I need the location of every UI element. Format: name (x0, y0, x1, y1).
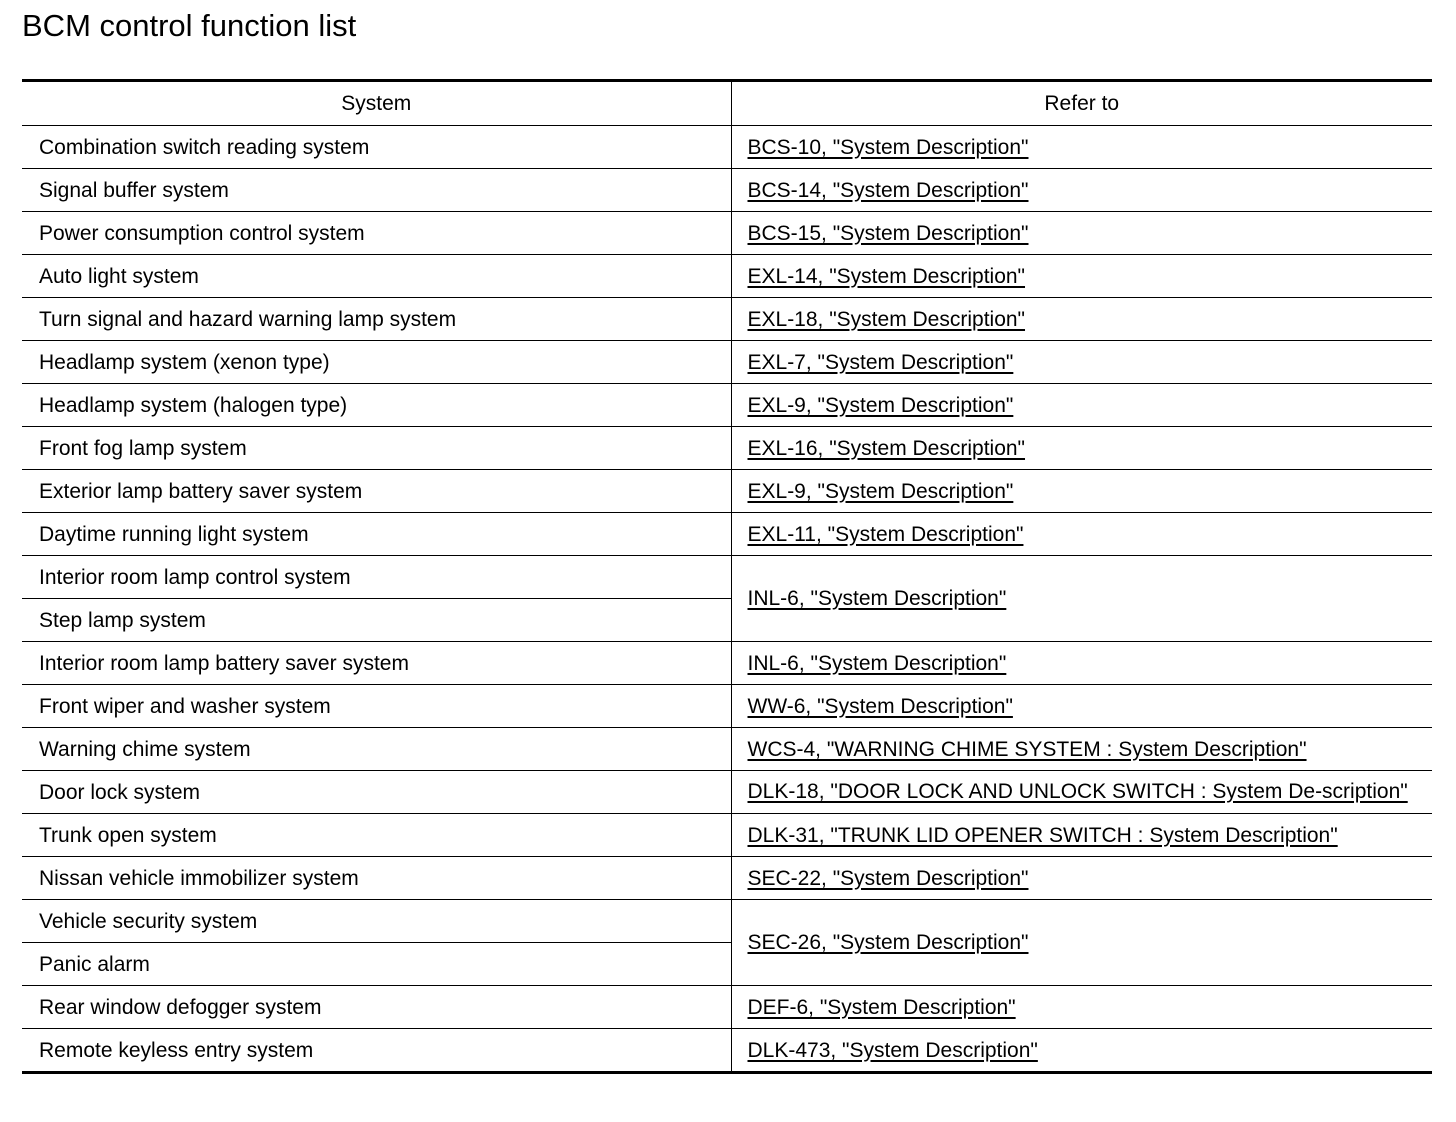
system-cell: Front fog lamp system (22, 427, 731, 470)
reference-link[interactable]: EXL-9, "System Description" (747, 393, 1014, 417)
table-row (22, 341, 1432, 384)
refer-to-cell (731, 642, 1432, 685)
refer-to-cell (731, 814, 1432, 857)
system-cell: Auto light system (22, 255, 731, 298)
table-row (22, 384, 1432, 427)
refer-to-cell (731, 169, 1432, 212)
system-cell: Front wiper and washer system (22, 685, 731, 728)
refer-to-cell (731, 384, 1432, 427)
system-cell: Interior room lamp control system (22, 556, 731, 599)
table-row (22, 1029, 1432, 1073)
refer-to-cell (731, 470, 1432, 513)
refer-to-cell (731, 298, 1432, 341)
reference-link[interactable]: EXL-14, "System Description" (747, 264, 1026, 288)
system-cell: Exterior lamp battery saver system (22, 470, 731, 513)
reference-link[interactable]: SEC-22, "System Description" (747, 866, 1029, 890)
table-row (22, 298, 1432, 341)
table-row (22, 255, 1432, 298)
system-cell: Trunk open system (22, 814, 731, 857)
table-row (22, 900, 1432, 943)
system-cell: Turn signal and hazard warning lamp system (22, 298, 731, 341)
refer-to-cell (731, 900, 1432, 986)
reference-link[interactable]: EXL-18, "System Description" (747, 307, 1026, 331)
table-row (22, 470, 1432, 513)
table-row (22, 126, 1432, 169)
reference-link[interactable]: WCS-4, "WARNING CHIME SYSTEM : System Description" (747, 737, 1307, 761)
column-header-system: System (22, 81, 731, 126)
system-cell: Power consumption control system (22, 212, 731, 255)
table-header-row (22, 81, 1432, 126)
reference-link[interactable]: BCS-14, "System Description" (747, 178, 1029, 202)
system-cell: Headlamp system (halogen type) (22, 384, 731, 427)
refer-to-cell (731, 341, 1432, 384)
system-cell: Signal buffer system (22, 169, 731, 212)
reference-link[interactable]: EXL-16, "System Description" (747, 436, 1026, 460)
refer-to-cell (731, 986, 1432, 1029)
system-cell: Headlamp system (xenon type) (22, 341, 731, 384)
bcm-function-table (22, 79, 1432, 1074)
reference-link[interactable]: EXL-11, "System Description" (747, 522, 1024, 546)
system-cell: Interior room lamp battery saver system (22, 642, 731, 685)
reference-link[interactable]: EXL-9, "System Description" (747, 479, 1014, 503)
refer-to-cell (731, 126, 1432, 169)
system-cell: Remote keyless entry system (22, 1029, 731, 1073)
reference-link[interactable]: INL-6, "System Description" (747, 651, 1007, 675)
table-row (22, 814, 1432, 857)
table-row (22, 169, 1432, 212)
table-row (22, 212, 1432, 255)
system-cell: Combination switch reading system (22, 126, 731, 169)
page-title: BCM control function list (22, 8, 357, 43)
refer-to-cell (731, 771, 1432, 814)
table-row (22, 857, 1432, 900)
reference-link[interactable]: DEF-6, "System Description" (747, 995, 1016, 1019)
table-row (22, 427, 1432, 470)
table-row (22, 986, 1432, 1029)
table-row (22, 556, 1432, 599)
reference-link[interactable]: DLK-31, "TRUNK LID OPENER SWITCH : System Description" (747, 823, 1338, 847)
refer-to-cell (731, 212, 1432, 255)
refer-to-cell (731, 513, 1432, 556)
refer-to-cell (731, 1029, 1432, 1073)
refer-to-cell (731, 255, 1432, 298)
system-cell: Vehicle security system (22, 900, 731, 943)
refer-to-cell (731, 427, 1432, 470)
system-cell: Rear window defogger system (22, 986, 731, 1029)
system-cell: Nissan vehicle immobilizer system (22, 857, 731, 900)
table-row (22, 642, 1432, 685)
refer-to-cell (731, 857, 1432, 900)
column-header-refer-to: Refer to (731, 81, 1432, 126)
reference-link[interactable]: WW-6, "System Description" (747, 694, 1013, 718)
refer-to-cell (731, 685, 1432, 728)
system-cell: Warning chime system (22, 728, 731, 771)
reference-link[interactable]: SEC-26, "System Description" (747, 931, 1029, 954)
refer-to-cell (731, 728, 1432, 771)
system-cell: Step lamp system (22, 599, 731, 642)
reference-link[interactable]: DLK-18, "DOOR LOCK AND UNLOCK SWITCH : System De-scription" (747, 779, 1408, 803)
table-row (22, 685, 1432, 728)
table-row (22, 771, 1432, 814)
refer-to-cell (731, 556, 1432, 642)
system-cell: Door lock system (22, 771, 731, 814)
reference-link[interactable]: EXL-7, "System Description" (747, 350, 1014, 374)
system-cell: Daytime running light system (22, 513, 731, 556)
reference-link[interactable]: BCS-10, "System Description" (747, 135, 1029, 159)
reference-link[interactable]: BCS-15, "System Description" (747, 221, 1029, 245)
table-row (22, 728, 1432, 771)
reference-link[interactable]: INL-6, "System Description" (747, 587, 1007, 610)
system-cell: Panic alarm (22, 943, 731, 986)
reference-link[interactable]: DLK-473, "System Description" (747, 1038, 1038, 1062)
table-row (22, 513, 1432, 556)
